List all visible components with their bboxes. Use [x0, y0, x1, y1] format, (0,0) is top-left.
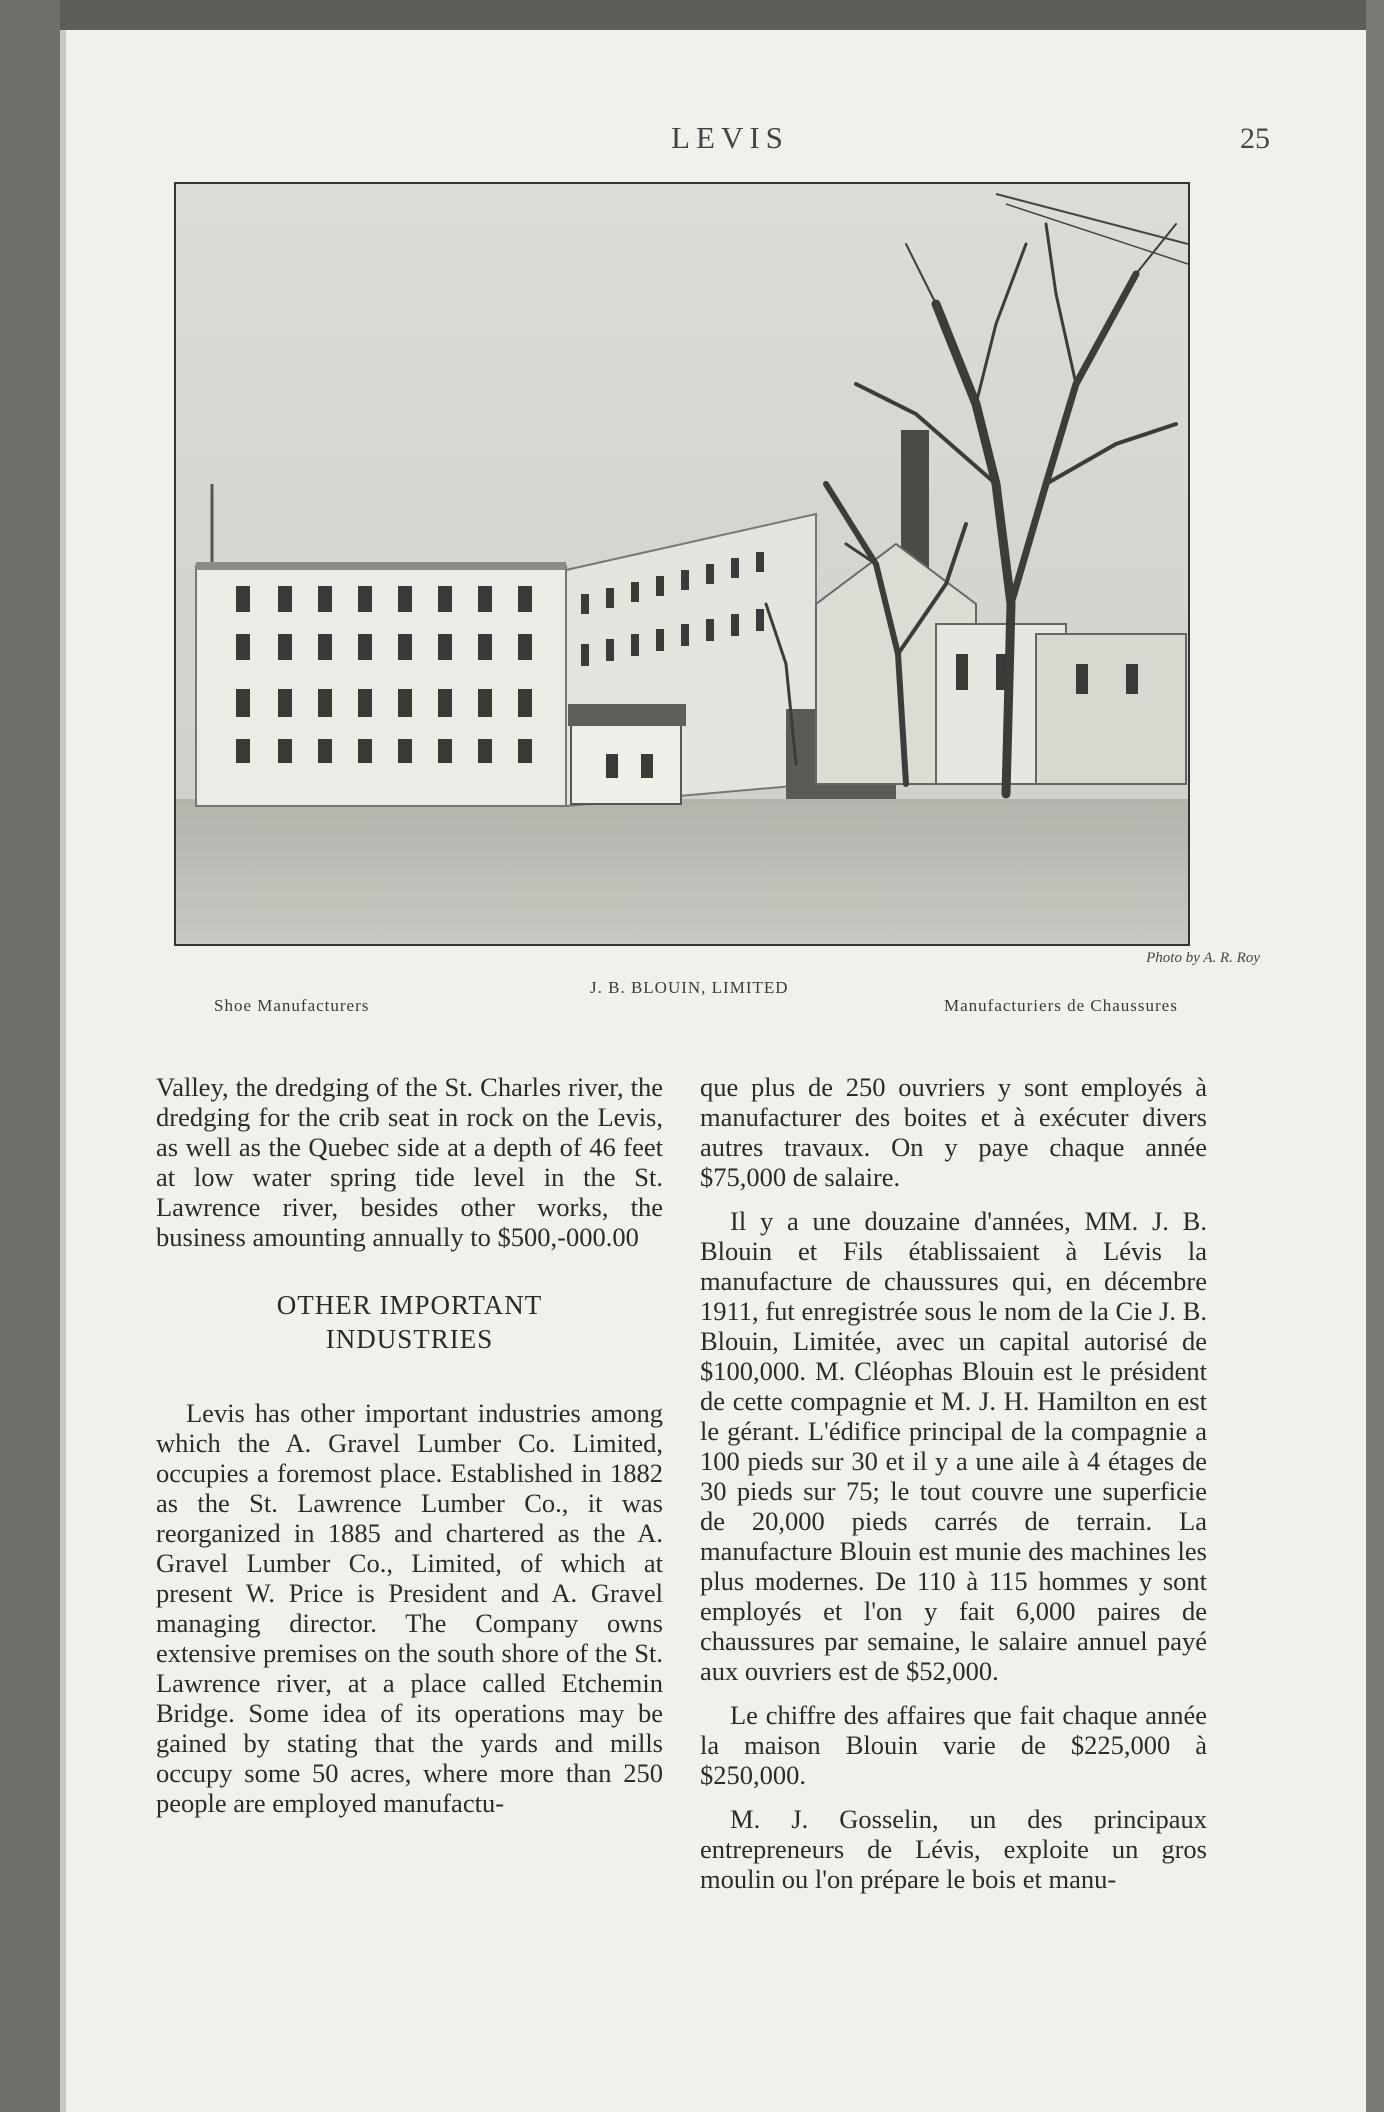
right-paragraph-1: que plus de 250 ouvriers y sont employés à manufacturer des boites et à exécuter divers autres travaux. On y paye chaque année $75,000 de salaire. — [700, 1072, 1207, 1192]
scan-border-left — [0, 0, 60, 2112]
right-paragraph-2: Il y a une douzaine d'années, MM. J. B. Blouin et Fils établissaient à Lévis la manufacture de chaussures qui, en décembre 1911, fut enregistrée sous le nom de la Cie J. B. Blouin, Limitée, avec un capital autorisé de $100,000. M. Cléophas Blouin est le président de cette compagnie et M. J. H. Hamilton en est le gérant. L'édifice principal de la compagnie a 100 pieds sur 30 et il y a une aile à 4 étages de 30 pieds sur 75; le tout couvre une superficie de 20,000 pieds carrés de terrain. La manufacture Blouin est munie des machines les plus modernes. De 110 à 115 hommes y sont employés et l'on y fait 6,000 paires de chaussures par semaine, le salaire annuel payé aux ouvriers est de $52,000. — [700, 1206, 1207, 1686]
section-heading-line-2: INDUSTRIES — [325, 1324, 494, 1354]
caption-left: Shoe Manufacturers — [214, 996, 370, 1015]
caption-right: Manufacturiers de Chaussures — [944, 996, 1178, 1015]
page-number: 25 — [1240, 122, 1270, 155]
section-heading — [156, 1288, 663, 1356]
scan-border-top — [0, 0, 1384, 34]
right-paragraph-4: M. J. Gosselin, un des principaux entrepreneurs de Lévis, exploite un gros moulin ou l'on prépare le bois et manu- — [700, 1804, 1207, 1894]
left-paragraph-1: Valley, the dredging of the St. Charles river, the dredging for the crib seat in rock on the Levis, as well as the Quebec side at a depth of 46 feet at low water spring tide level in the St. Lawrence river, besides other works, the business amounting annually to $500,-000.00 — [156, 1072, 663, 1252]
left-column — [156, 1072, 663, 1832]
running-header-title: LEVIS — [671, 120, 789, 155]
section-heading-line-1: OTHER IMPORTANT — [276, 1290, 543, 1320]
scan-border-right — [1366, 0, 1384, 2112]
factory-photo-illustration — [176, 184, 1188, 944]
photo-credit: Photo by A. R. Roy — [1146, 950, 1260, 966]
factory-photograph — [174, 182, 1190, 946]
page-spine-shadow — [60, 30, 66, 2112]
left-paragraph-2: Levis has other important industries among which the A. Gravel Lumber Co. Limited, occupies a foremost place. Established in 1882 as the St. Lawrence Lumber Co., it was reorganized in 1885 and chartered as the A. Gravel Lumber Co., Limited, of which at present W. Price is President and A. Gravel managing director. The Company owns extensive premises on the south shore of the St. Lawrence river, at a place called Etchemin Bridge. Some idea of its operations may be gained by stating that the yards and mills occupy some 50 acres, where more than 250 people are employed manufactu- — [156, 1398, 663, 1818]
right-column — [700, 1072, 1207, 1908]
right-paragraph-3: Le chiffre des affaires que fait chaque année la maison Blouin varie de $225,000 à $250,000. — [700, 1700, 1207, 1790]
caption-center: J. B. BLOUIN, LIMITED — [590, 978, 789, 997]
